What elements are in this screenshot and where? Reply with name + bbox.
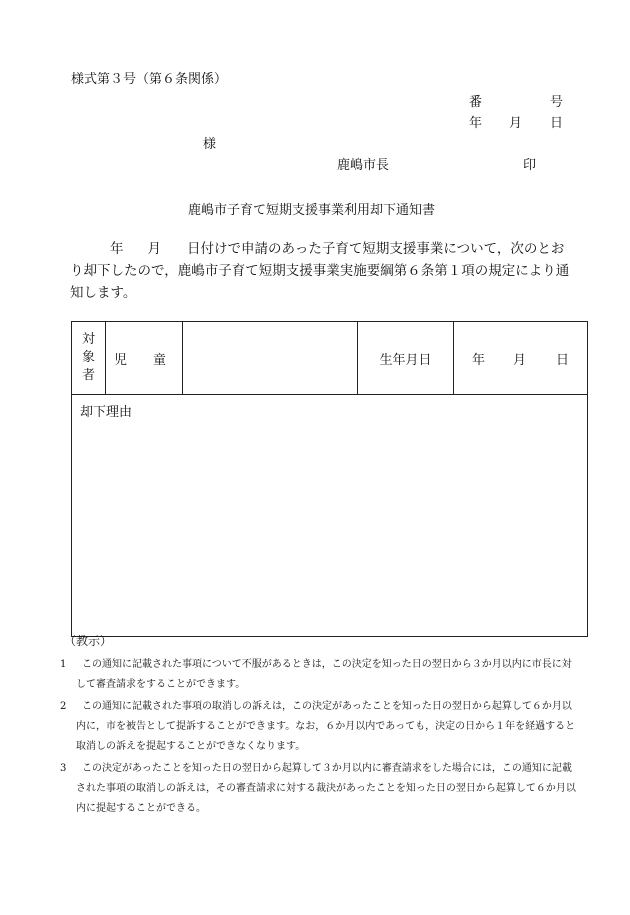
number-suffix: 号 xyxy=(550,95,564,110)
seal-mark: 印 xyxy=(523,158,537,173)
child-name-field[interactable] xyxy=(183,322,358,395)
body-line-2: り却下したので，鹿嶋市子育て短期支援事業実施要綱第６条第１項の規定により通 xyxy=(70,263,570,279)
birthdate-field[interactable] xyxy=(454,322,588,395)
issuer-name: 鹿嶋市長 xyxy=(337,158,390,173)
body-paragraph xyxy=(70,238,570,304)
date-month-label: 月 xyxy=(509,116,523,131)
notice-item-line: して審査請求をすることができます。 xyxy=(76,679,246,690)
date-year-label: 年 xyxy=(469,116,483,131)
target-table xyxy=(71,321,588,637)
notice-heading: （教示） xyxy=(64,634,113,648)
target-label-char: 者 xyxy=(81,368,95,383)
notice-item-number: 2 xyxy=(60,701,67,712)
reason-label: 却下理由 xyxy=(80,405,133,420)
reason-field[interactable] xyxy=(72,395,588,637)
target-label-char: 対 xyxy=(81,332,95,347)
target-label-char: 象 xyxy=(81,350,95,365)
birthdate-month-label: 月 xyxy=(512,352,526,368)
birthdate-label-cell xyxy=(358,322,454,395)
reason-row xyxy=(72,395,588,637)
body-line-1 xyxy=(70,238,570,260)
addressee-suffix: 様 xyxy=(203,137,217,152)
notice-item-line: 内に提起することができる。 xyxy=(76,803,206,814)
body-line-3: 知します。 xyxy=(70,285,137,301)
birthdate-year-label: 年 xyxy=(471,352,485,368)
notice-item xyxy=(62,697,602,757)
notice-item-line: この決定があったことを知った日の翌日から起算して３か月以内に審査請求をした場合には，この通知に記載 xyxy=(82,763,572,774)
child-label-cell xyxy=(106,322,183,395)
notice-item xyxy=(62,655,602,695)
body-year-label: 年 xyxy=(110,241,124,257)
body-month-label: 月 xyxy=(147,241,161,257)
birthdate-day-label: 日 xyxy=(556,352,570,368)
target-label-cell xyxy=(72,322,106,395)
notice-item-line: この通知に記載された事項の取消しの訴えは，この決定があったことを知った日の翌日から起算して６か月以 xyxy=(82,701,572,712)
body-line-1-text: 日付けで申請のあった子育て短期支援事業について，次のとお xyxy=(187,241,565,257)
notice-section xyxy=(62,632,602,821)
notice-item-line: 内に，市を被告として提訴することができます。なお，６か月以内であっても，決定の日から１年を経過すると xyxy=(76,721,576,732)
document-title: 鹿嶋市子育て短期支援事業利用却下通知書 xyxy=(188,203,436,218)
notice-item-number: 1 xyxy=(60,659,67,670)
notice-item-line: された事項の取消しの訴えは，その審査請求に対する裁決があったことを知った日の翌日から起算して６か月以 xyxy=(76,783,576,794)
date-day-label: 日 xyxy=(550,116,564,131)
birthdate-label: 生年月日 xyxy=(379,352,432,368)
target-row xyxy=(72,322,588,395)
notice-item xyxy=(62,759,602,819)
child-label: 児 童 xyxy=(114,352,167,368)
form-number: 様式第３号（第６条関係） xyxy=(71,72,228,87)
number-label: 番 xyxy=(469,95,483,110)
notice-item-line: この通知に記載された事項について不服があるときは，この決定を知った日の翌日から３か月以内に市長に対 xyxy=(82,659,572,670)
notice-item-number: 3 xyxy=(60,763,67,774)
notice-item-line: 取消しの訴えを提起することができなくなります。 xyxy=(76,741,306,752)
